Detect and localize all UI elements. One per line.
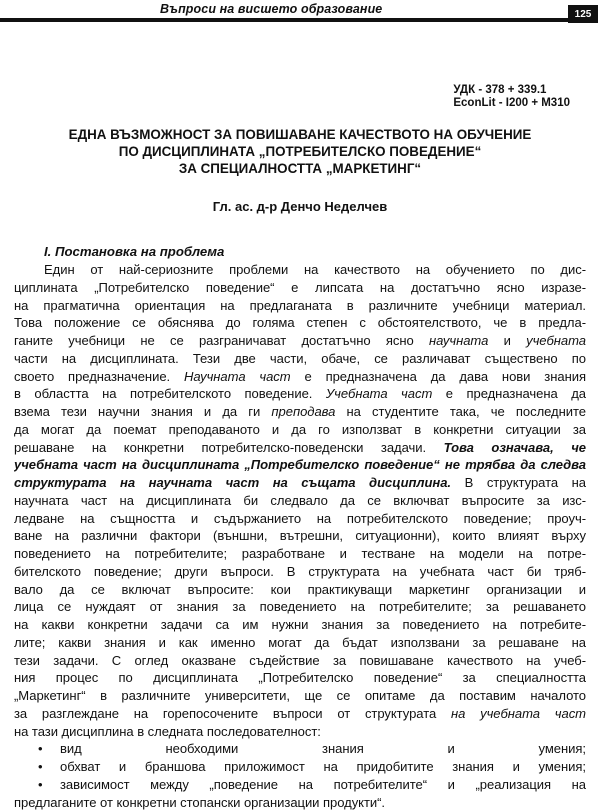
bullet-icon: • xyxy=(14,776,60,794)
title-line: ЕДНА ВЪЗМОЖНОСТ ЗА ПОВИШАВАНЕ КАЧЕСТВОТО НА ОБУЧЕНИЕ xyxy=(30,126,570,143)
text-line: Това положение се обяснява до голяма степен с обстоятелството, че в предла- xyxy=(14,314,586,332)
text-line: на тази дисциплина в следната последователност: xyxy=(14,723,586,741)
text-line: ганите учебници не се разграничават достатъчно ясно научната и учебната xyxy=(14,332,586,350)
emphasis: Това означава, че xyxy=(444,440,586,455)
text-line: на прагматична ориентация на предлаганата в различните учебници материал. xyxy=(14,297,586,315)
body-text xyxy=(14,261,586,811)
list-item-text: вид необходими знания и умения; xyxy=(60,740,586,758)
emphasis: структурата на научната част на същата дисциплина. xyxy=(14,475,451,490)
bullet-icon: • xyxy=(14,740,60,758)
list-item xyxy=(14,776,586,794)
emphasis: Научната част xyxy=(184,369,291,384)
text-line: взема тези научни знания и да ги преподава на студентите така, че последните xyxy=(14,403,586,421)
author: Гл. ас. д-р Денчо Неделчев xyxy=(0,199,600,214)
text-line: учебната част на дисциплината „Потребителско поведение“ не трябва да следва xyxy=(14,456,586,474)
list-item-continuation: предлаганите от конкретни стопански организации продукти“. xyxy=(14,794,586,811)
list-item xyxy=(14,740,586,758)
emphasis: преподава xyxy=(271,404,335,419)
text-line: поведението на потребителите; разработване и тестване на модели на потре- xyxy=(14,545,586,563)
udk-code: УДК - 378 + 339.1 xyxy=(453,84,570,97)
journal-title: Въпроси на висшето образование xyxy=(160,2,382,16)
text-line: циплината „Потребителско поведение“ е липсата на достатъчно ясно изразе- xyxy=(14,279,586,297)
section-heading: I. Постановка на проблема xyxy=(44,244,224,259)
text-line: лите; какви знания и как именно могат да бъдат използвани за решаване на xyxy=(14,634,586,652)
text-line: Един от най-сериозните проблеми на качеството на обучението по дис- xyxy=(14,261,586,279)
text-line: на какви конкретни задачи са им нужни знания за поведението на потребите- xyxy=(14,616,586,634)
emphasis: на учебната част xyxy=(451,706,586,721)
text-line: части на дисциплината. Тези две части, обаче, се различават съществено по xyxy=(14,350,586,368)
text-line: да могат да поемат преподаваното и да го използват в конкретни ситуации за xyxy=(14,421,586,439)
list-item-text: зависимост между „поведение на потребителите“ и „реализация на xyxy=(60,776,586,794)
running-header xyxy=(0,0,600,26)
text-line: структурата на научната част на същата дисциплина. В структурата на xyxy=(14,474,586,492)
article-title xyxy=(30,126,570,177)
title-line: ЗА СПЕЦИАЛНОСТТА „МАРКЕТИНГ“ xyxy=(30,160,570,177)
text-line: тези задачи. С оглед оказване съдействие за повишаване качеството на учеб- xyxy=(14,652,586,670)
text-line: лица се нуждаят от знания за поведението на потребителите; за решаването xyxy=(14,598,586,616)
list-item xyxy=(14,758,586,776)
econlit-code: EconLit - I200 + M310 xyxy=(453,97,570,110)
emphasis: учебната xyxy=(526,333,586,348)
text-line: своето предназначение. Научната част е предназначена да дава нови знания xyxy=(14,368,586,386)
text-line: вало да се включат въпросите: кои практикуващи маркетинг организации и xyxy=(14,581,586,599)
bullet-icon: • xyxy=(14,758,60,776)
text-line: ния процес по дисциплината „Потребителско поведение“ за специалността xyxy=(14,669,586,687)
classification-codes xyxy=(453,84,570,110)
text-line: за разглеждане на горепосочените въпроси от структурата на учебната част xyxy=(14,705,586,723)
text-line: решаване на конкретни потребителско-поведенски задачи. Това означава, че xyxy=(14,439,586,457)
text-line: ледване на същността и съдържанието на потребителското поведение; проуч- xyxy=(14,510,586,528)
list-item-text: обхват и браншова приложимост на придобитите знания и умения; xyxy=(60,758,586,776)
text-line: в областта на потребителското поведение. Учебната част е предназначена да xyxy=(14,385,586,403)
text-line: ване на различни фактори (външни, вътрешни, ситуационни), които влияят върху xyxy=(14,527,586,545)
text-line: „Маркетинг“ в различните университети, ще се опитаме да поставим началото xyxy=(14,687,586,705)
emphasis: Учебната част xyxy=(326,386,432,401)
emphasis: научната xyxy=(429,333,488,348)
title-line: ПО ДИСЦИПЛИНАТА „ПОТРЕБИТЕЛСКО ПОВЕДЕНИЕ“ xyxy=(30,143,570,160)
page-number: 125 xyxy=(568,5,598,23)
text-line: научната част на дисциплината би следвало да се включват въпросите за изс- xyxy=(14,492,586,510)
header-rule xyxy=(0,18,568,22)
text-line: бителското поведение; други въпроси. В структурата на учебната част би тряб- xyxy=(14,563,586,581)
